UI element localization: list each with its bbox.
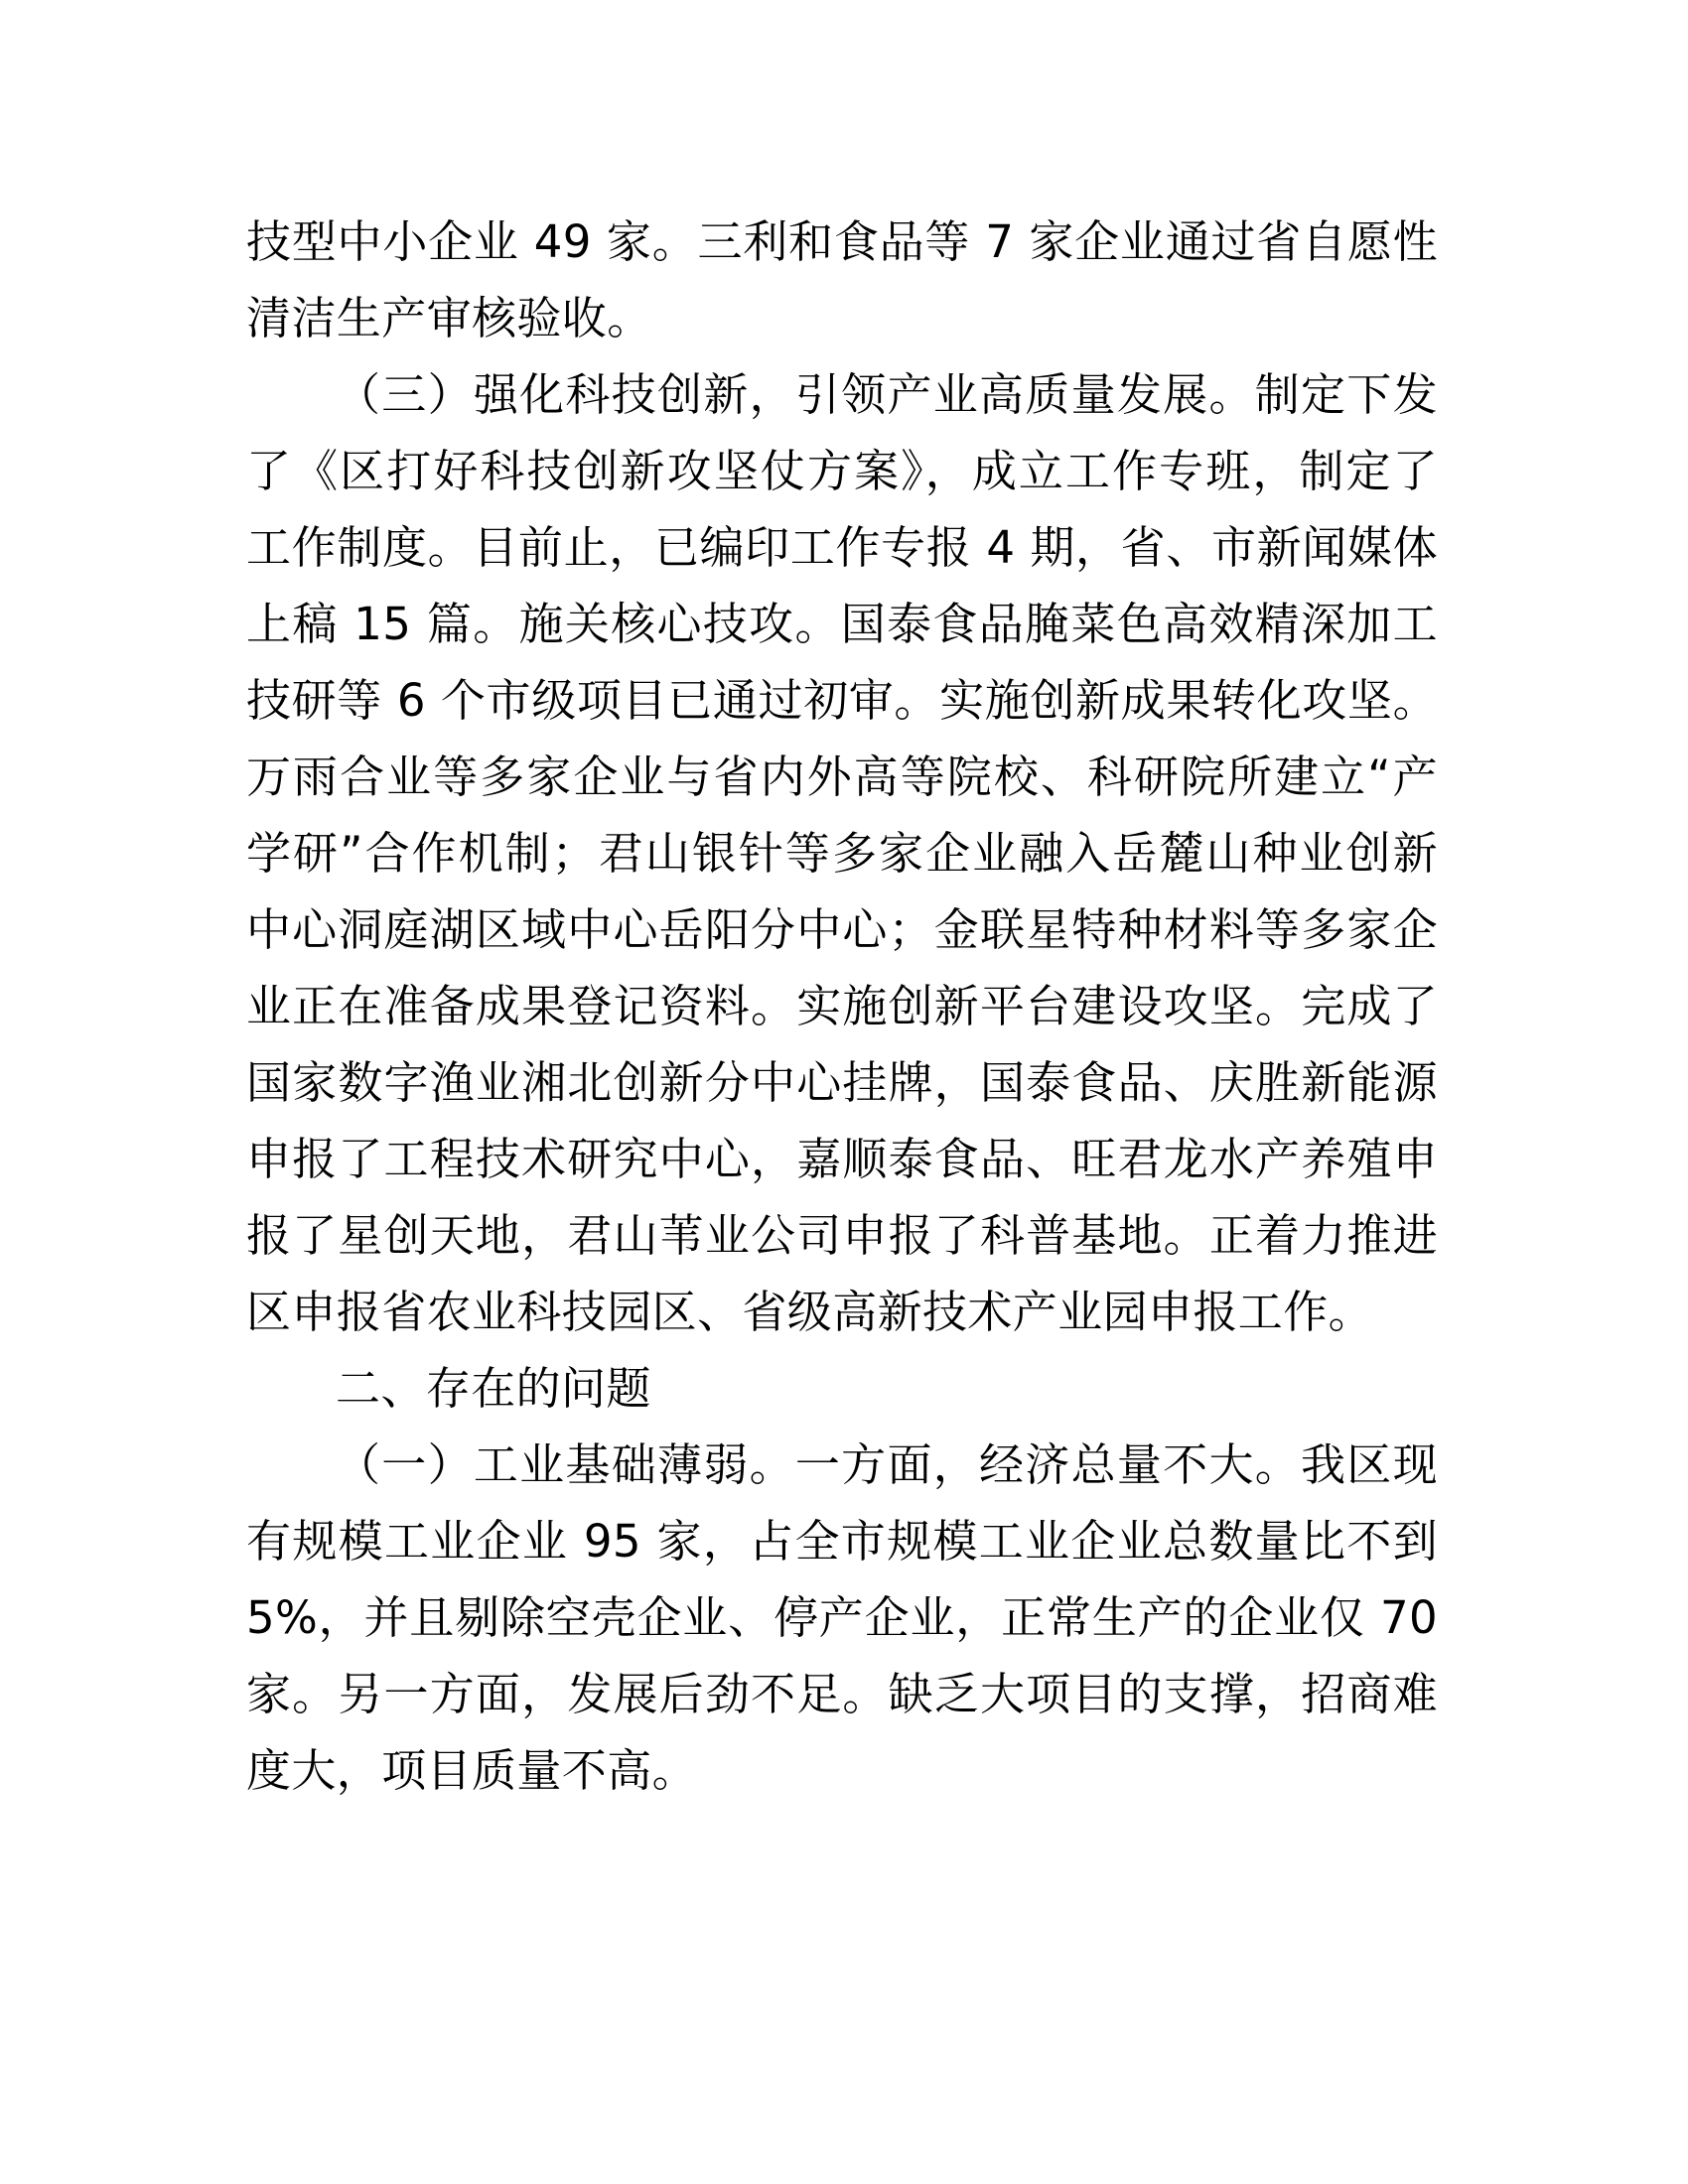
section-heading-problems: 二、存在的问题	[336, 1362, 651, 1415]
paragraph-tech-innovation: （三）强化科技创新，引领产业高质量发展。制定下发了《区打好科技创新攻坚仗方案》，成立工作专班，制定了工作制度。目前止，已编印工作专报 4 期，省、市新闻媒体上稿 15 篇。施关核心技攻。国泰食品腌菜色高效精深加工技研等 6 个市级项目已通过初审。实施创新成果转化攻坚。万雨合业等多家企业与省内外高等院校、科研院所建立“产学研”合作机制；君山银针等多家企业融入岳麓山种业创新中心洞庭湖区域中心岳阳分中心；金联星特种材料等多家企业正在准备成果登记资料。实施创新平台建设攻坚。完成了国家数字渔业湘北创新分中心挂牌，国泰食品、庆胜新能源申报了工程技术研究中心，嘉顺泰食品、旺君龙水产养殖申报了星创天地，君山苇业公司申报了科普基地。正着力推进区申报省农业科技园区、省级高新技术产业园申报工作。	[246, 368, 1438, 1338]
paragraph-industrial-base: （一）工业基础薄弱。一方面，经济总量不大。我区现有规模工业企业 95 家，占全市规模工业企业总数量比不到 5%，并且剔除空壳企业、停产企业，正常生产的企业仅 70 家。另一方面，发展后劲不足。缺乏大项目的支撑，招商难度大，项目质量不高。	[246, 1438, 1438, 1797]
document-body	[246, 204, 1438, 1809]
paragraph-continuation: 技型中小企业 49 家。三利和食品等 7 家企业通过省自愿性清洁生产审核验收。	[246, 215, 1439, 344]
